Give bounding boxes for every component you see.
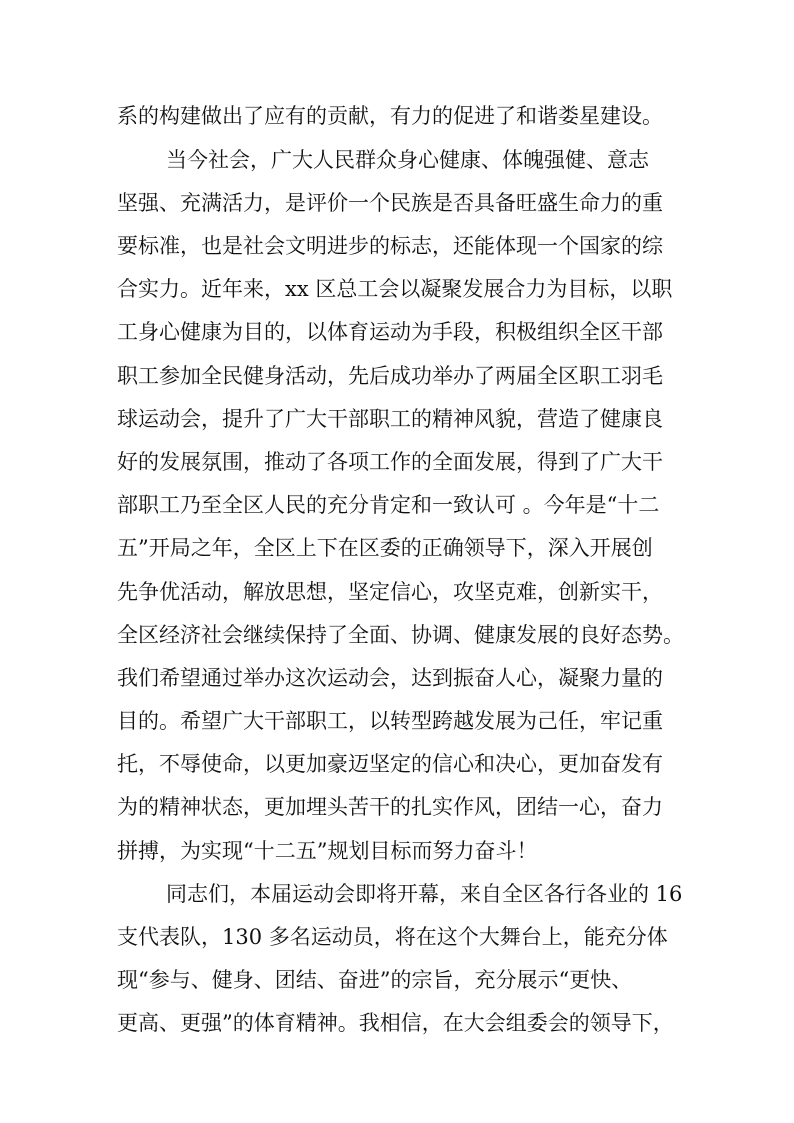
text-line: 坚强、充满活力，是评价一个民族是否具备旺盛生命力的重 bbox=[117, 191, 663, 215]
text-line: 当今社会，广大人民群众身心健康、体魄强健、意志 bbox=[166, 148, 649, 172]
text-line: 托，不辱使命，以更加豪迈坚定的信心和决心，更加奋发有 bbox=[117, 752, 663, 776]
text-line: 目的。希望广大干部职工，以转型跨越发展为己任，牢记重 bbox=[117, 709, 663, 733]
text-line: 好的发展氛围，推动了各项工作的全面发展，得到了广大干 bbox=[117, 450, 663, 474]
text-line: 现“参与、健身、团结、奋进”的宗旨，充分展示“更快、 bbox=[117, 968, 633, 992]
text-line: 先争优活动，解放思想，坚定信心，攻坚克难，创新实干， bbox=[117, 580, 663, 604]
text-line: 支代表队，130 多名运动员，将在这个大舞台上，能充分体 bbox=[117, 925, 668, 949]
text-line: 系的构建做出了应有的贡献，有力的促进了和谐娄星建设。 bbox=[117, 104, 663, 128]
text-line: 我们希望通过举办这次运动会，达到振奋人心，凝聚力量的 bbox=[117, 666, 663, 690]
text-line: 为的精神状态，更加埋头苦干的扎实作风，团结一心，奋力 bbox=[117, 795, 663, 819]
text-line: 工身心健康为目的，以体育运动为手段，积极组织全区干部 bbox=[117, 320, 663, 344]
text-line: 部职工乃至全区人民的充分肯定和一致认可 。今年是“十二 bbox=[117, 493, 660, 517]
text-line: 球运动会，提升了广大干部职工的精神风貌，营造了健康良 bbox=[117, 407, 663, 431]
text-line: 合实力。近年来，xx 区总工会以凝聚发展合力为目标，以职 bbox=[117, 277, 673, 301]
text-line: 要标准，也是社会文明进步的标志，还能体现一个国家的综 bbox=[117, 234, 663, 258]
text-line: 同志们，本届运动会即将开幕，来自全区各行各业的 16 bbox=[166, 882, 683, 906]
text-line: 全区经济社会继续保持了全面、协调、健康发展的良好态势。 bbox=[117, 623, 684, 647]
text-line: 五”开局之年，全区上下在区委的正确领导下，深入开展创 bbox=[117, 536, 653, 560]
text-line: 拼搏，为实现“十二五”规划目标而努力奋斗！ bbox=[117, 839, 538, 863]
text-line: 更高、更强”的体育精神。我相信，在大会组委会的领导下， bbox=[117, 1011, 674, 1035]
text-line: 职工参加全民健身活动，先后成功举办了两届全区职工羽毛 bbox=[117, 364, 663, 388]
